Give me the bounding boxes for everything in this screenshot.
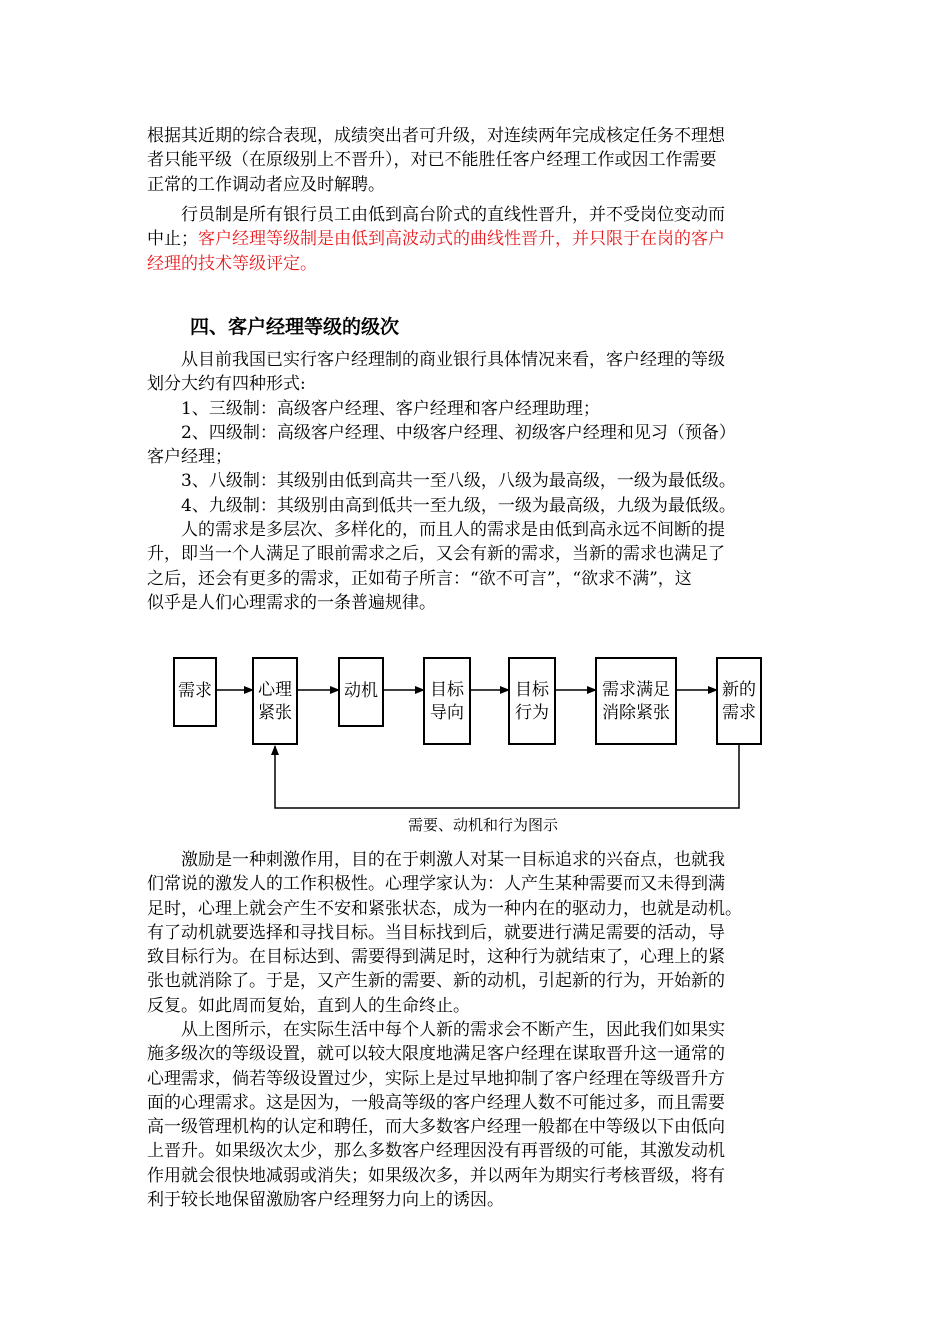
flow-box-psychological-tension: [253, 658, 297, 744]
text-line: 人的需求是多层次、多样化的，而且人的需求是由低到高永远不间断的提: [147, 520, 725, 541]
text-line: 足时，心理上就会产生不安和紧张状态，成为一种内在的驱动力，也就是动机。: [147, 898, 742, 919]
text-line: 们常说的激发人的工作积极性。心理学家认为：人产生某种需要而又未得到满: [147, 874, 725, 895]
text-line: 作用就会很快地减弱或消失；如果级次多，并以两年为期实行考核晋级，将有: [147, 1165, 725, 1186]
text-line: 激励是一种刺激作用，目的在于刺激人对某一目标追求的兴奋点，也就我: [147, 850, 725, 870]
box-label: 需求满足: [602, 680, 670, 700]
text-line: 正常的工作调动者应及时解聘。: [147, 174, 385, 195]
flow-box-goal-orientation: [424, 658, 470, 744]
text-line: 面的心理需求。这是因为，一般高等级的客户经理人数不可能过多，而且需要: [147, 1092, 725, 1113]
section-heading: 四、客户经理等级的级次: [190, 316, 400, 338]
text-line: 施多级次的等级设置，就可以较大限度地满足客户经理在谋取晋升这一通常的: [147, 1044, 725, 1065]
flow-box-need-satisfied: [596, 658, 676, 744]
needs-motivation-behavior-diagram: [160, 640, 790, 840]
text-line: 从目前我国已实行客户经理制的商业银行具体情况来看，客户经理的等级: [147, 350, 725, 370]
flow-box-new-need: [717, 658, 761, 744]
box-label: 目标: [515, 680, 549, 700]
text-line: 张也就消除了。于是，又产生新的需要、新的动机，引起新的行为，开始新的: [147, 971, 725, 992]
highlighted-text-line: 经理的技术等级评定。: [147, 253, 317, 274]
text-line: 4、九级制：其级别由高到低共一至九级，一级为最高级，九级为最低级。: [147, 495, 736, 516]
paragraph-rank-comparison: [147, 203, 807, 276]
text-line: 致目标行为。在目标达到、需要得到满足时，这种行为就结束了，心理上的紧: [147, 947, 725, 968]
text-line: 利于较长地保留激励客户经理努力向上的诱因。: [147, 1190, 504, 1211]
text-line: 反复。如此周而复始，直到人的生命终止。: [147, 995, 470, 1016]
paragraph-multi-level-rationale: [147, 1018, 807, 1212]
text-line: 1、三级制：高级客户经理、客户经理和客户经理助理；: [147, 398, 600, 419]
text-line: 客户经理；: [147, 447, 232, 468]
text-line: 有了动机就要选择和寻找目标。当目标找到后，就要进行满足需要的活动，导: [147, 922, 725, 943]
flow-box-goal-behavior: [509, 658, 555, 744]
text-line: 2、四级制：高级客户经理、中级客户经理、初级客户经理和见习（预备）: [147, 422, 736, 443]
text-line: 升，即当一个人满足了眼前需求之后，又会有新的需求，当新的需求也满足了: [147, 544, 725, 565]
box-label: 需求: [722, 703, 756, 723]
box-label: 新的: [722, 680, 756, 700]
box-label: 目标: [430, 680, 464, 700]
text-line: 从上图所示，在实际生活中每个人新的需求会不断产生，因此我们如果实: [147, 1020, 725, 1040]
text-line: 似乎是人们心理需求的一条普遍规律。: [147, 592, 436, 613]
box-label: 动机: [344, 681, 378, 701]
box-label: 紧张: [258, 703, 292, 723]
text-line: 者只能平级（在原级别上不晋升），对已不能胜任客户经理工作或因工作需要: [147, 150, 717, 171]
paragraph-rank-forms: [147, 348, 807, 615]
box-label: 消除紧张: [602, 703, 670, 723]
flow-box-motivation: [339, 658, 383, 726]
feedback-loop-arrow: [275, 744, 739, 808]
text-line: 行员制是所有银行员工由低到高台阶式的直线性晋升，并不受岗位变动而: [147, 205, 725, 225]
text-line: 3、八级制：其级别由低到高共一至八级，八级为最高级，一级为最低级。: [147, 471, 736, 492]
diagram-caption: 需要、动机和行为图示: [407, 816, 559, 834]
highlighted-text: 客户经理等级制是由低到高波动式的曲线性晋升，并只限于在岗的客户: [198, 229, 725, 250]
box-label: 行为: [515, 703, 549, 723]
box-label: 需求: [178, 681, 212, 701]
paragraph-promotion-rules: [147, 124, 807, 197]
text-line: 之后，还会有更多的需求，正如荀子所言：“欲不可言”，“欲求不满”，这: [147, 568, 692, 589]
box-label: 心理: [258, 680, 292, 700]
paragraph-motivation-explanation: [147, 848, 807, 1018]
flow-box-need: [174, 658, 216, 726]
normal-text: 中止；: [147, 229, 198, 250]
text-line: 高一级管理机构的认定和聘任，而大多数客户经理一般都在中等级以下由低向: [147, 1117, 725, 1138]
text-line: 心理需求，倘若等级设置过少，实际上是过早地抑制了客户经理在等级晋升方: [147, 1068, 725, 1089]
box-label: 导向: [430, 703, 464, 723]
text-line-mixed: [147, 227, 807, 251]
text-line: 根据其近期的综合表现，成绩突出者可升级，对连续两年完成核定任务不理想: [147, 126, 725, 146]
text-line: 上晋升。如果级次太少，那么多数客户经理因没有再晋级的可能，其激发动机: [147, 1141, 725, 1162]
text-line: 划分大约有四种形式:: [147, 374, 306, 395]
